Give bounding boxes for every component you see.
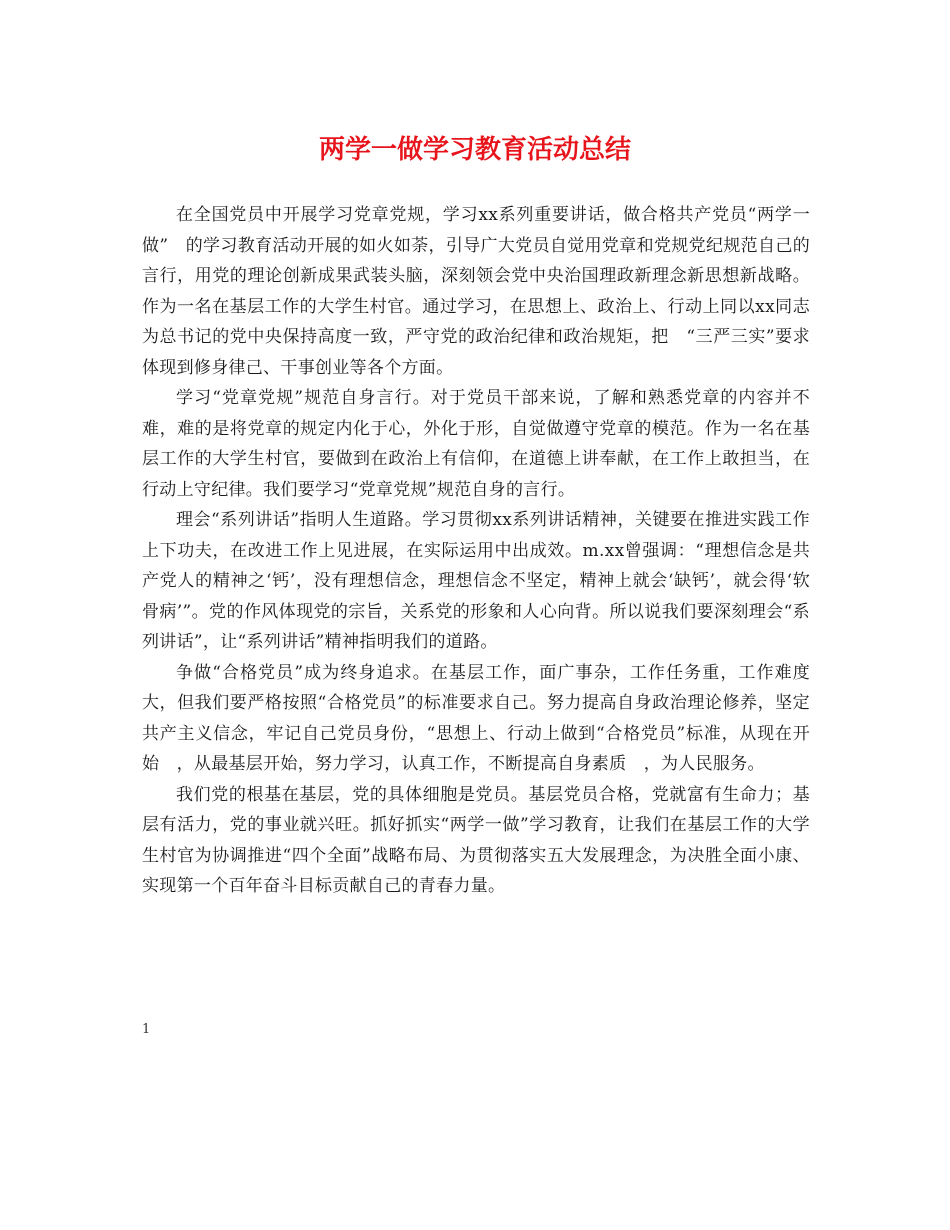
footer-divider (142, 1042, 810, 1043)
page-number: 1 (142, 1022, 151, 1037)
paragraph-3: 理会“系列讲话”指明人生道路。学习贯彻xx系列讲话精神，关键要在推进实践工作上下功夫，在改进工作上见进展，在实际运用中出成效。m.xx曾强调：“理想信念是共产党人的精神之‘钙’，没有理想信念，理想信念不坚定，精神上就会‘缺钙’，就会得‘软骨病’”。党的作风体现党的宗旨，关系党的形象和人心向背。所以说我们要深刻理会“系列讲话”，让“系列讲话”精神指明我们的道路。 (142, 510, 810, 652)
paragraph-2: 学习“党章党规”规范自身言行。对于党员干部来说，了解和熟悉党章的内容并不难，难的是将党章的规定内化于心，外化于形，自觉做遵守党章的模范。作为一名在基层工作的大学生村官，要做到在政治上有信仰，在道德上讲奉献，在工作上敢担当，在行动上守纪律。我们要学习“党章党规”规范自身的言行。 (142, 388, 810, 500)
document-title: 两学一做学习教育活动总结 (318, 135, 631, 165)
paragraph-5: 我们党的根基在基层，党的具体细胞是党员。基层党员合格，党就富有生命力；基层有活力，党的事业就兴旺。抓好抓实“两学一做”学习教育，让我们在基层工作的大学生村官为协调推进“四个全面”战略布局、为贯彻落实五大发展理念，为决胜全面小康、实现第一个百年奋斗目标贡献自己的青春力量。 (142, 784, 810, 896)
paragraph-4: 争做“合格党员”成为终身追求。在基层工作，面广事杂，工作任务重，工作难度大，但我们要严格按照“合格党员”的标准要求自己。努力提高自身政治理论修养，坚定共产主义信念，牢记自己党员身份，“思想上、行动上做到“合格党员”标准，从现在开始 ，从最基层开始，努力学习，认真工作，不断提高自身素质 ，为人民服务。 (142, 662, 810, 774)
document-body (142, 200, 810, 902)
paragraph-1: 在全国党员中开展学习党章党规，学习xx系列重要讲话，做合格共产党员“两学一做” 的学习教育活动开展的如火如荼，引导广大党员自觉用党章和党规党纪规范自己的言行，用党的理论创新成果武装头脑，深刻领会党中央治国理政新理念新思想新战略。作为一名在基层工作的大学生村官。通过学习，在思想上、政治上、行动上同以xx同志为总书记的党中央保持高度一致，严守党的政治纪律和政治规矩，把 “三严三实”要求体现到修身律己、干事创业等各个方面。 (142, 205, 810, 378)
